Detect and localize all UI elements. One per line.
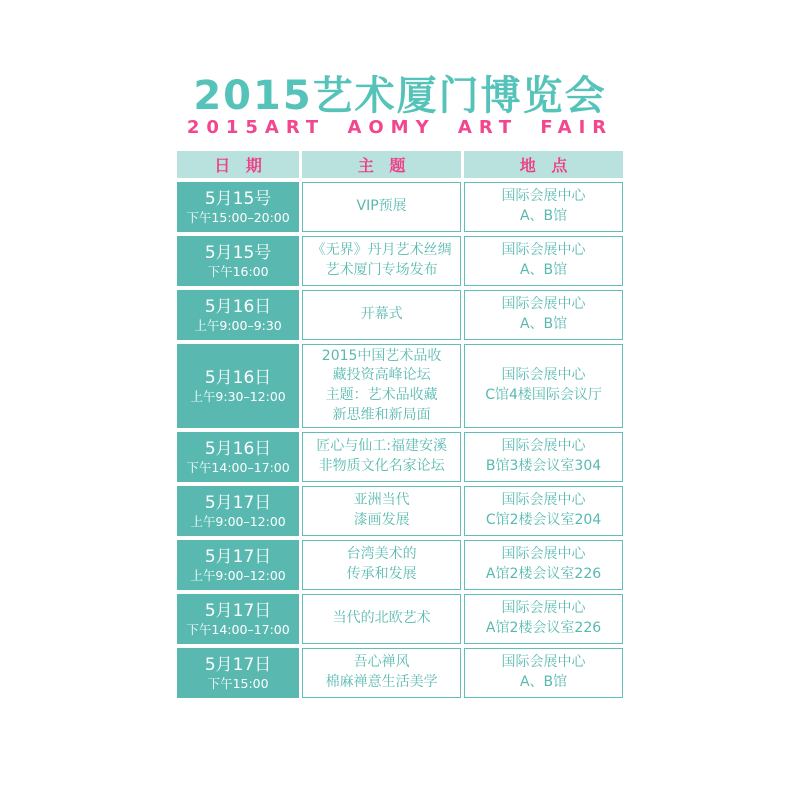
table-row <box>177 290 623 340</box>
date-text: 5月15号 <box>204 188 272 209</box>
page-subtitle: 2015ART AOMY ART FAIR <box>186 117 614 138</box>
time-text: 下午14:00–17:00 <box>186 621 290 637</box>
location-text-line: 国际会展中心 <box>501 600 586 617</box>
table-row <box>177 540 623 590</box>
theme-cell <box>302 236 461 286</box>
theme-text-line: 2015中国艺术品收 <box>321 347 442 364</box>
date-text: 5月16日 <box>204 296 272 317</box>
schedule-table <box>177 151 623 698</box>
date-cell <box>177 486 299 536</box>
date-cell <box>177 236 299 286</box>
date-text: 5月17日 <box>204 600 272 621</box>
time-text: 下午16:00 <box>207 263 269 279</box>
location-cell <box>464 486 623 536</box>
location-text-line: B馆3楼会议室304 <box>485 458 602 474</box>
column-header-theme: 主 题 <box>302 151 461 178</box>
location-text-line: A馆2楼会议室226 <box>485 566 602 582</box>
theme-text-line: VIP预展 <box>356 198 407 215</box>
theme-text-line: 主题：艺术品收藏 <box>325 387 438 403</box>
date-text: 5月16日 <box>204 438 272 459</box>
time-text: 上午9:00–9:30 <box>194 317 282 333</box>
theme-text-line: 《无界》丹月艺术丝绸 <box>311 242 452 259</box>
theme-text-line: 非物质文化名家论坛 <box>318 458 445 474</box>
page-title: 2015艺术厦门博览会 <box>193 73 607 119</box>
column-header-date: 日 期 <box>177 151 299 178</box>
table-row <box>177 486 623 536</box>
theme-text-line: 吾心禅风 <box>353 654 410 671</box>
location-text-line: C馆2楼会议室204 <box>485 512 602 528</box>
theme-cell <box>302 594 461 644</box>
date-cell <box>177 344 299 428</box>
location-text-line: A、B馆 <box>519 208 568 224</box>
theme-text-line: 棉麻禅意生活美学 <box>325 674 438 690</box>
date-cell <box>177 540 299 590</box>
theme-cell <box>302 344 461 428</box>
column-header-location: 地 点 <box>464 151 623 178</box>
location-cell <box>464 236 623 286</box>
location-text-line: A、B馆 <box>519 262 568 278</box>
theme-text-line: 匠心与仙工:福建安溪 <box>316 438 447 455</box>
location-text-line: 国际会展中心 <box>501 546 586 563</box>
table-row <box>177 236 623 286</box>
location-cell <box>464 344 623 428</box>
theme-text-line: 漆画发展 <box>353 512 410 528</box>
location-text-line: A、B馆 <box>519 316 568 332</box>
date-cell <box>177 432 299 482</box>
theme-text-line: 台湾美术的 <box>346 546 417 563</box>
location-text-line: 国际会展中心 <box>501 654 586 671</box>
theme-cell <box>302 486 461 536</box>
table-row <box>177 594 623 644</box>
time-text: 下午15:00–20:00 <box>186 209 290 225</box>
theme-text-line: 亚洲当代 <box>353 492 410 509</box>
location-cell <box>464 648 623 698</box>
location-text-line: 国际会展中心 <box>501 188 586 205</box>
time-text: 下午15:00 <box>207 675 269 691</box>
date-cell <box>177 594 299 644</box>
time-text: 下午14:00–17:00 <box>186 459 290 475</box>
location-text-line: 国际会展中心 <box>501 296 586 313</box>
time-text: 上午9:00–12:00 <box>190 513 286 529</box>
date-text: 5月17日 <box>204 546 272 567</box>
location-cell <box>464 540 623 590</box>
theme-text-line: 藏投资高峰论坛 <box>332 367 431 384</box>
location-text-line: 国际会展中心 <box>501 367 586 384</box>
location-text-line: 国际会展中心 <box>501 242 586 259</box>
theme-cell <box>302 182 461 232</box>
date-text: 5月17日 <box>204 654 272 675</box>
date-text: 5月15号 <box>204 242 272 263</box>
date-text: 5月17日 <box>204 492 272 513</box>
theme-cell <box>302 432 461 482</box>
theme-cell <box>302 648 461 698</box>
theme-text-line: 开幕式 <box>360 306 403 323</box>
table-row <box>177 432 623 482</box>
location-text-line: C馆4楼国际会议厅 <box>485 387 602 403</box>
date-text: 5月16日 <box>204 367 272 388</box>
theme-text-line: 新思维和新局面 <box>332 406 431 423</box>
time-text: 上午9:00–12:00 <box>190 567 286 583</box>
location-text-line: 国际会展中心 <box>501 492 586 509</box>
theme-text-line: 艺术厦门专场发布 <box>325 262 438 278</box>
location-cell <box>464 594 623 644</box>
table-row <box>177 344 623 428</box>
location-cell <box>464 432 623 482</box>
location-text-line: 国际会展中心 <box>501 438 586 455</box>
location-cell <box>464 182 623 232</box>
location-cell <box>464 290 623 340</box>
location-text-line: A馆2楼会议室226 <box>485 620 602 636</box>
date-cell <box>177 290 299 340</box>
table-row <box>177 182 623 232</box>
table-row <box>177 648 623 698</box>
location-text-line: A、B馆 <box>519 674 568 690</box>
table-header-row <box>177 151 623 178</box>
theme-text-line: 当代的北欧艺术 <box>332 610 431 627</box>
date-cell <box>177 648 299 698</box>
theme-text-line: 传承和发展 <box>346 566 417 582</box>
theme-cell <box>302 540 461 590</box>
date-cell <box>177 182 299 232</box>
time-text: 上午9:30–12:00 <box>190 388 286 404</box>
theme-cell <box>302 290 461 340</box>
